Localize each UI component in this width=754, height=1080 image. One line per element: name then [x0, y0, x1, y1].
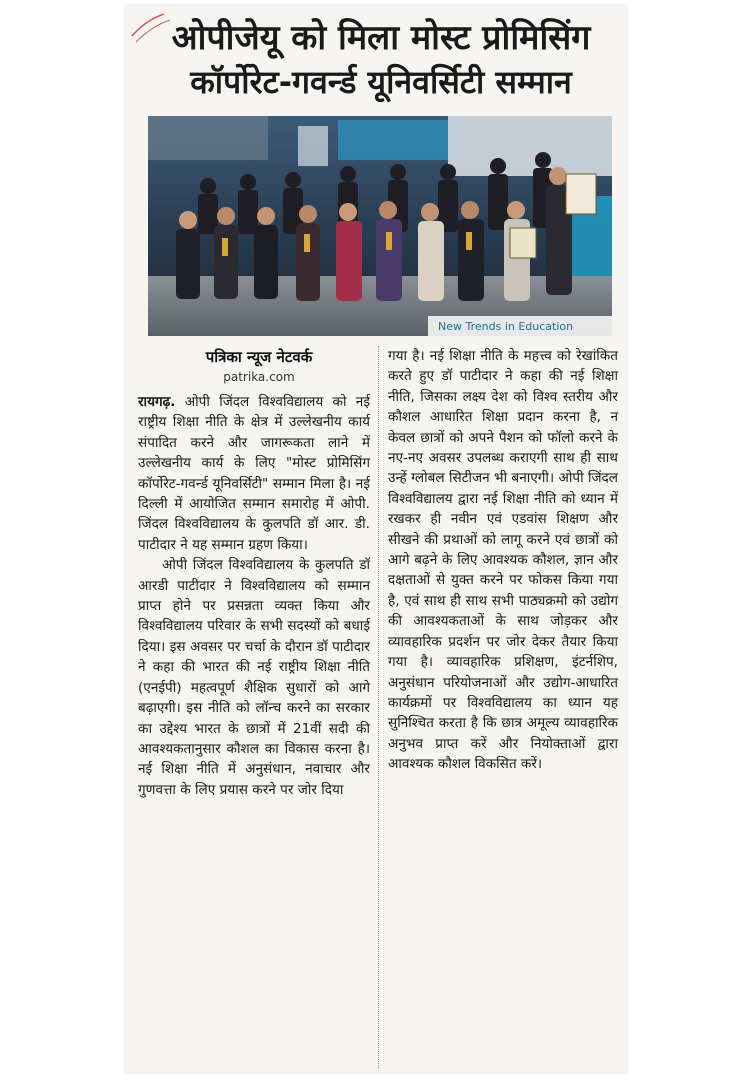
- newspaper-clipping: [126, 6, 626, 1072]
- left-column: [138, 392, 370, 800]
- byline-website: patrika.com: [223, 370, 295, 384]
- left-paragraph-1-text: ओपी जिंदल विश्वविद्यालय को नई राष्ट्रीय शिक्षा नीति के क्षेत्र में उल्लेखनीय कार्य संपादित करने और जागरूकता लाने में उल्लेखनीय कार्य के लिए "मोस्ट प्रोमिसिंग कॉर्पोरेट-गवर्न्ड यूनिवर्सिटी" सम्मान मिला है। नई दिल्ली में आयोजित सम्मान समारोह में ओपी. जिंदल विश्वविद्यालय के कुलपति डॉ आर. डी. पाटीदार ने यह सम्मान ग्रहण किया।: [138, 394, 370, 553]
- headline: [140, 16, 622, 104]
- photo-banner-text: New Trends in Education: [438, 320, 574, 333]
- left-paragraph-2: ओपी जिंदल विश्वविद्यालय के कुलपति डॉ आरडी पाटीदार ने विश्वविद्यालय को सम्मान प्राप्त होने पर प्रसन्नता व्यक्त किया और विश्वविद्यालय परिवार के सभी सदस्यों को बधाई दिया। इस अवसर पर चर्चा के दौरान डॉ पाटीदार ने कहा की भारत की नई राष्ट्रीय शिक्षा नीति (एनईपी) महत्वपूर्ण शैक्षिक सुधारों को आगे बढ़ाएगी। इस नीति को लॉन्च करने का सरकार का उद्देश्य भारत के छात्रों में 21वीं सदी की आवश्यकतानुसार कौशल का विकास करना है। नई शिक्षा नीति में अनुसंधान, नवाचार और गुणवत्ता के लिए प्रयास करने पर जोर दिया: [138, 557, 370, 798]
- right-paragraph-1: गया है। नई शिक्षा नीति के महत्त्व को रेखांकित करते हुए डॉ पाटीदार ने कहा की नई शिक्षा नीति, जिसका लक्ष्य देश को विश्व स्तरीय और कौशल आधारित शिक्षा प्रदान करना है, न केवल छात्रों को अपने पैशन को फॉलो करने के नए-नए अवसर उपलब्ध कराएगी साथ ही साथ उन्हें ग्लोबल सिटीजन भी बनाएगी। ओपी जिंदल विश्वविद्यालय द्वारा नई शिक्षा नीति को ध्यान में रखकर ही नवीन एवं एडवांस शिक्षण और सीखने की प्रथाओं को लागू करने एवं छात्रों को आगे बढ़ने के लिए आवश्यक कौशल, ज्ञान और दक्षताओं से युक्त करने पर फोकस किया गया है, एवं साथ ही साथ सभी पाठ्यक्रमो को उद्योग की आवश्यकताओं के साथ जोड़कर और व्यावहारिक प्रदर्शन पर जोर देकर तैयार किया गया है। व्यावहारिक प्रशिक्षण, इंटर्नशिप, अनुसंधान परियोजनाओं और उद्योग-आधारित कार्यक्रमों पर विश्वविद्यालय का ध्यान यह सुनिश्चित करता है कि छात्र अमूल्य व्यावहारिक अनुभव प्राप्त करें और नियोक्ताओं द्वारा आवश्यक कौशल विकसित करें।: [388, 348, 618, 773]
- byline-name: पत्रिका न्यूज नेटवर्क: [205, 348, 313, 366]
- award-ceremony-illustration: [148, 116, 612, 336]
- headline-line-2: कॉर्पोरेट-गवर्न्ड यूनिवर्सिटी सम्मान: [190, 63, 572, 101]
- headline-line-1: ओपीजेयू को मिला मोस्ट प्रोमिसिंग: [171, 18, 591, 58]
- byline: [140, 346, 378, 386]
- left-paragraph-1: [138, 392, 370, 555]
- right-column: [388, 346, 618, 775]
- award-ceremony-photo: [148, 116, 612, 336]
- dateline: रायगढ़.: [138, 394, 176, 410]
- column-divider: [378, 346, 379, 1068]
